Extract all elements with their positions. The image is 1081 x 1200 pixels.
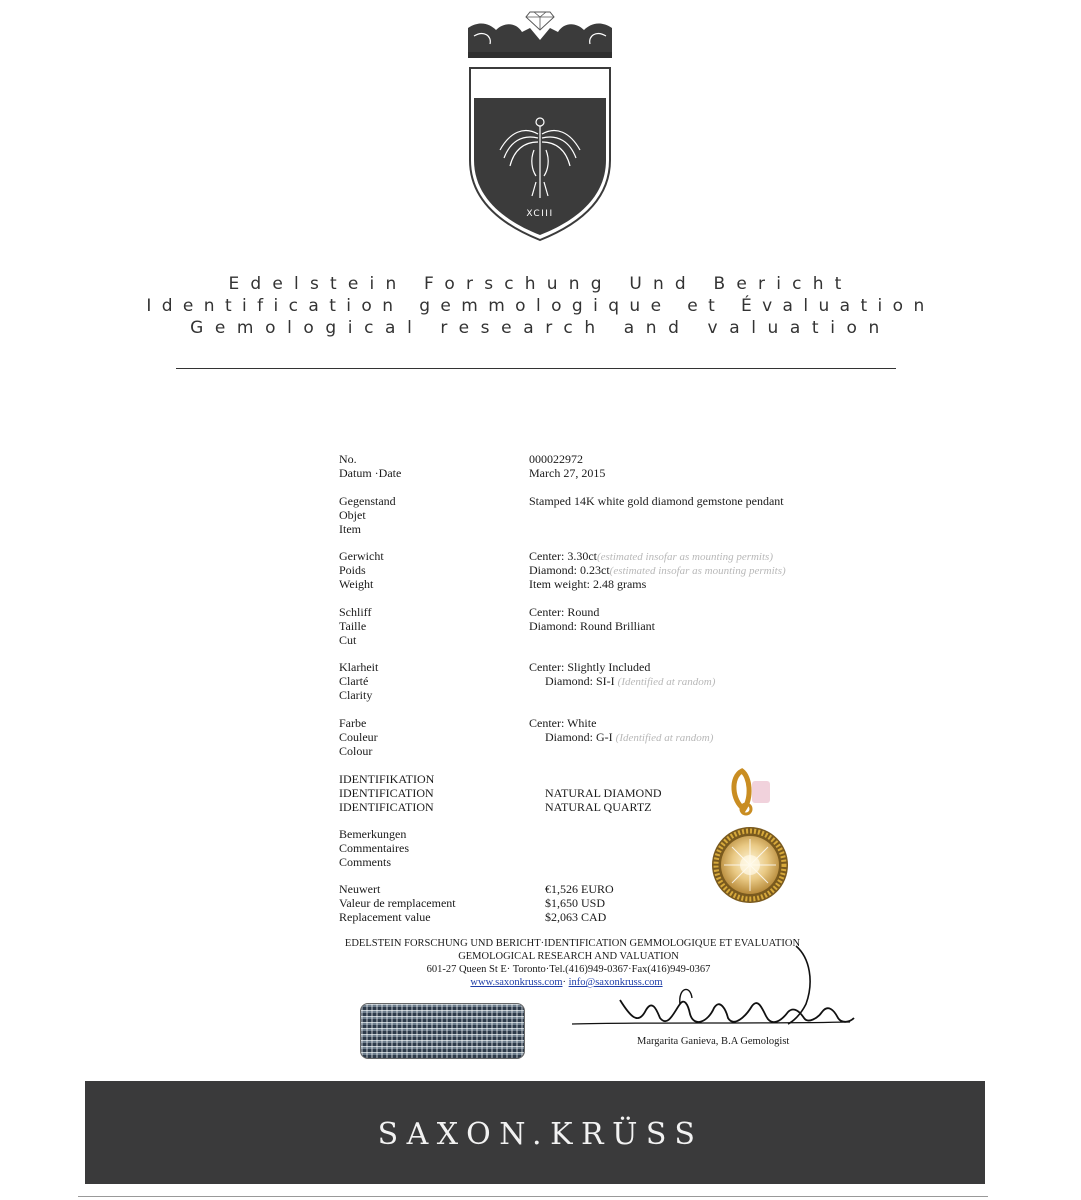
item-label-en: Item [339, 522, 361, 536]
value-euro: €1,526 EURO [545, 882, 614, 896]
colour-diamond-note: (Identified at random) [615, 732, 714, 744]
weight-center: Center: 3.30ct(estimated insofar as mounting permits) [529, 549, 773, 563]
gemologist-signature [560, 938, 860, 1038]
value-label-de: Neuwert [339, 882, 381, 896]
weight-diamond: Diamond: 0.23ct(estimated insofar as mounting permits) [529, 563, 786, 577]
weight-label-en: Weight [339, 577, 374, 591]
clarity-diamond-note: (Identified at random) [617, 676, 716, 688]
no-label: No. [339, 452, 357, 466]
comments-label-en: Comments [339, 855, 392, 869]
website-link[interactable]: www.saxonkruss.com [470, 977, 563, 988]
clarity-label-de: Klarheit [339, 660, 379, 674]
colour-label-en: Colour [339, 744, 373, 758]
clarity-label-fr: Clarté [339, 674, 369, 688]
brand-name: SAXON.KRÜSS [377, 1117, 704, 1152]
footer-company-line: EDELSTEIN FORSCHUNG UND BERICHT·IDENTIFICATION GEMMOLOGIQUE ET EVALUATION [344, 938, 801, 949]
header-divider [176, 368, 896, 369]
bottom-divider [78, 1196, 988, 1197]
crest-numeral: XCIII [526, 209, 554, 219]
weight-label-fr: Poids [339, 563, 366, 577]
clarity-diamond: Diamond: SI-I (Identified at random) [545, 674, 716, 688]
comments-label-de: Bemerkungen [339, 827, 407, 841]
pendant-photo [700, 767, 820, 917]
value-cad: $2,063 CAD [545, 910, 607, 924]
comments-label-fr: Commentaires [339, 841, 409, 855]
clarity-center: Center: Slightly Included [529, 660, 651, 674]
value-usd: $1,650 USD [545, 896, 606, 910]
colour-diamond: Diamond: G-I (Identified at random) [545, 730, 714, 744]
weight-center-note: (estimated insofar as mounting permits) [596, 551, 773, 563]
cut-diamond: Diamond: Round Brilliant [529, 619, 655, 633]
footer-research-line: GEMOLOGICAL RESEARCH AND VALUATION [458, 951, 679, 962]
weight-diamond-note: (estimated insofar as mounting permits) [609, 565, 786, 577]
identification-label-fr: IDENTIFICATION [339, 786, 434, 800]
header-line-french: Identification gemmologique et Évaluation [146, 296, 935, 316]
item-label-fr: Objet [339, 508, 366, 522]
value-label-en: Replacement value [339, 910, 431, 924]
hologram-sticker [360, 1003, 525, 1059]
cut-center: Center: Round [529, 605, 600, 619]
value-label-fr: Valeur de remplacement [339, 896, 456, 910]
weight-label-de: Gerwicht [339, 549, 384, 563]
gemologist-name: Margarita Ganieva, B.A Gemologist [637, 1036, 790, 1047]
identification-label-de: IDENTIFIKATION [339, 772, 435, 786]
header-line-german: Edelstein Forschung Und Bericht [228, 274, 853, 294]
identification-value-1: NATURAL DIAMOND [545, 786, 662, 800]
clarity-label-en: Clarity [339, 688, 373, 702]
identification-label-en: IDENTIFICATION [339, 800, 434, 814]
crest-logo [460, 0, 620, 250]
no-value: 000022972 [529, 452, 583, 466]
item-label-de: Gegenstand [339, 494, 396, 508]
colour-label-de: Farbe [339, 716, 367, 730]
email-link[interactable]: info@saxonkruss.com [568, 977, 663, 988]
date-value: March 27, 2015 [529, 466, 606, 480]
identification-value-2: NATURAL QUARTZ [545, 800, 652, 814]
weight-item: Item weight: 2.48 grams [529, 577, 647, 591]
cut-label-de: Schliff [339, 605, 372, 619]
cut-label-en: Cut [339, 633, 357, 647]
footer-contact-line: www.saxonkruss.com· info@saxonkruss.com [470, 977, 663, 988]
footer-address-line: 601-27 Queen St E· Toronto·Tel.(416)949-0367·Fax(416)949-0367 [426, 964, 711, 975]
date-label: Datum ·Date [339, 466, 402, 480]
colour-label-fr: Couleur [339, 730, 378, 744]
header-line-english: Gemological research and valuation [190, 318, 891, 338]
item-value: Stamped 14K white gold diamond gemstone pendant [529, 494, 784, 508]
cut-label-fr: Taille [339, 619, 367, 633]
colour-center: Center: White [529, 716, 597, 730]
